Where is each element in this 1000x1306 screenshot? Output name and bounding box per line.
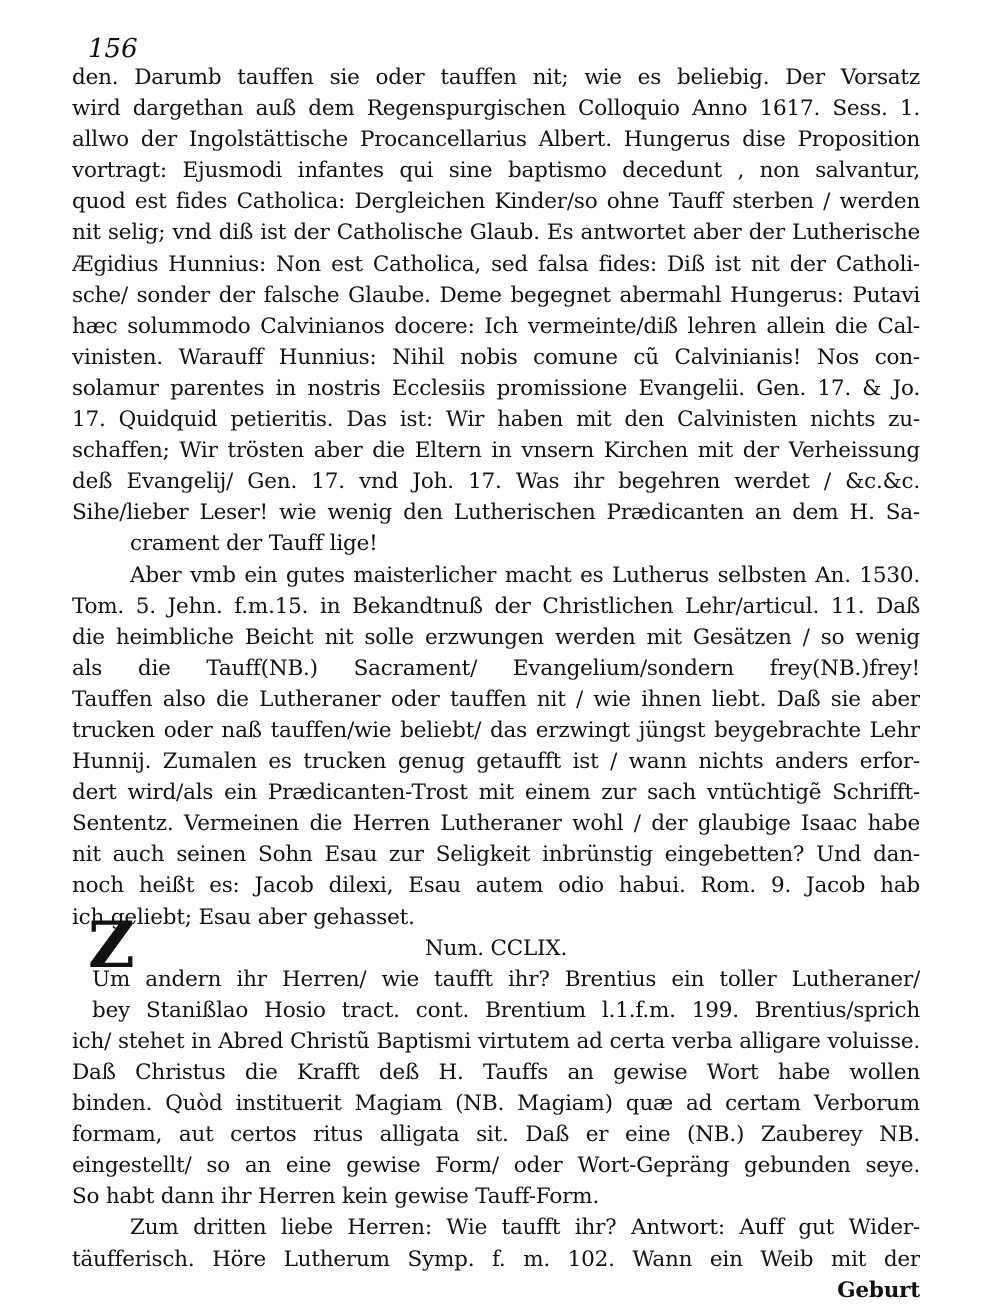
- body-line: 17. Quidquid petieritis. Das ist: Wir haben mit den Calvinisten nichts zu-: [72, 407, 920, 433]
- body-line: sche/ sonder der falsche Glaube. Deme begegnet abermahl Hungerus: Putavi: [72, 282, 920, 308]
- body-line: trucken oder naß tauffen/wie beliebt/ das erzwingt jüngst beygebrachte Lehr: [72, 717, 920, 743]
- body-line: vortragt: Ejusmodi infantes qui sine baptismo decedunt , non salvantur,: [72, 158, 920, 184]
- paragraph-start-line: Aber vmb ein gutes maisterlicher macht es Lutherus selbsten An. 1530.: [130, 562, 920, 588]
- body-line: deß Evangelij/ Gen. 17. vnd Joh. 17. Was ihr begehren werdet / &c.&c.: [72, 469, 920, 495]
- body-line: solamur parentes in nostris Ecclesiis promissione Evangelii. Gen. 17. & Jo.: [72, 375, 920, 401]
- body-line: noch heißt es: Jacob dilexi, Esau autem odio habui. Rom. 9. Jacob hab: [72, 873, 920, 899]
- section-line: bey Stanißlao Hosio tract. cont. Brentium l.1.f.m. 199. Brentius/sprich: [92, 997, 920, 1023]
- text-block: [72, 62, 920, 1306]
- page-number: 156: [88, 34, 138, 64]
- body-line: hæc solummodo Calvinianos docere: Ich vermeinte/diß lehren allein die Cal-: [72, 313, 920, 339]
- drop-cap-initial: Z: [88, 908, 135, 983]
- body-line: schaffen; Wir trösten aber die Eltern in vnsern Kirchen mit der Verheissung: [72, 438, 920, 464]
- body-line: nit auch seinen Sohn Esau zur Seligkeit inbrünstig eingebetten? Und dan-: [72, 842, 920, 868]
- body-line: vinisten. Warauff Hunnius: Nihil nobis comune cũ Calvinianis! Nos con-: [72, 344, 920, 370]
- section-line: Daß Christus die Krafft deß H. Tauffs an gewise Wort habe wollen: [72, 1060, 920, 1085]
- body-line: crament der Tauff lige!: [130, 531, 378, 557]
- body-line: dert wird/als ein Prædicanten-Trost mit einem zur sach vntüchtigẽ Schrifft-: [72, 780, 920, 806]
- section-line: formam, aut certos ritus alligata sit. Daß er eine (NB.) Zauberey NB.: [72, 1122, 920, 1148]
- catchword: Geburt: [837, 1277, 920, 1303]
- body-line: nit selig; vnd diß ist der Catholische Glaub. Es antwortet aber der Lutherische: [72, 220, 920, 246]
- section-line: binden. Quòd instituerit Magiam (NB. Magiam) quæ ad certam Verborum: [72, 1091, 920, 1117]
- body-line: ich geliebt; Esau aber gehasset.: [72, 904, 415, 930]
- body-line: Tom. 5. Jehn. f.m.15. in Bekandtnuß der Christlichen Lehr/articul. 11. Daß: [72, 593, 920, 619]
- body-line: quod est fides Catholica: Dergleichen Kinder/so ohne Tauff sterben / werden: [72, 189, 920, 215]
- section-line: So habt dann ihr Herren kein gewise Tauff-Form.: [72, 1184, 599, 1210]
- section-line: ich/ stehet in Abred Christũ Baptismi virtutem ad certa verba alligare voluisse.: [72, 1028, 920, 1054]
- body-line: die heimbliche Beicht nit solle erzwungen werden mit Gesätzen / so wenig: [72, 624, 920, 650]
- body-line: Tauffen also die Lutheraner oder tauffen nit / wie ihnen liebt. Daß sie aber: [72, 686, 920, 712]
- body-line: den. Darumb tauffen sie oder tauffen nit; wie es beliebig. Der Vorsatz: [72, 65, 920, 90]
- body-line: als die Tauff(NB.) Sacrament/ Evangelium/sondern frey(NB.)frey!: [72, 655, 920, 681]
- section-line: täufferisch. Höre Lutherum Symp. f. m. 102. Wann ein Weib mit der: [72, 1246, 920, 1272]
- paragraph-start-line: Zum dritten liebe Herren: Wie taufft ihr? Antwort: Auff gut Wider-: [130, 1215, 920, 1241]
- body-line: Hunnij. Zumalen es trucken genug getaufft ist / wann nichts anders erfor-: [72, 749, 920, 775]
- body-line: Sihe/lieber Leser! wie wenig den Lutherischen Prædicanten an dem H. Sa-: [72, 500, 920, 526]
- body-line: Ægidius Hunnius: Non est Catholica, sed falsa fides: Diß ist nit der Catholi-: [72, 251, 920, 277]
- body-line: wird dargethan auß dem Regenspurgischen Colloquio Anno 1617. Sess. 1.: [72, 96, 920, 122]
- body-line: Sententz. Vermeinen die Herren Lutheraner wohl / der glaubige Isaac habe: [72, 811, 920, 837]
- section-heading: Num. CCLIX.: [424, 935, 568, 961]
- section-line: Um andern ihr Herren/ wie taufft ihr? Brentius ein toller Lutheraner/: [92, 966, 920, 992]
- body-line: allwo der Ingolstättische Procancellarius Albert. Hungerus dise Proposition: [72, 127, 920, 153]
- section-line: eingestellt/ so an eine gewise Form/ oder Wort-Gepräng gebunden seye.: [72, 1153, 920, 1179]
